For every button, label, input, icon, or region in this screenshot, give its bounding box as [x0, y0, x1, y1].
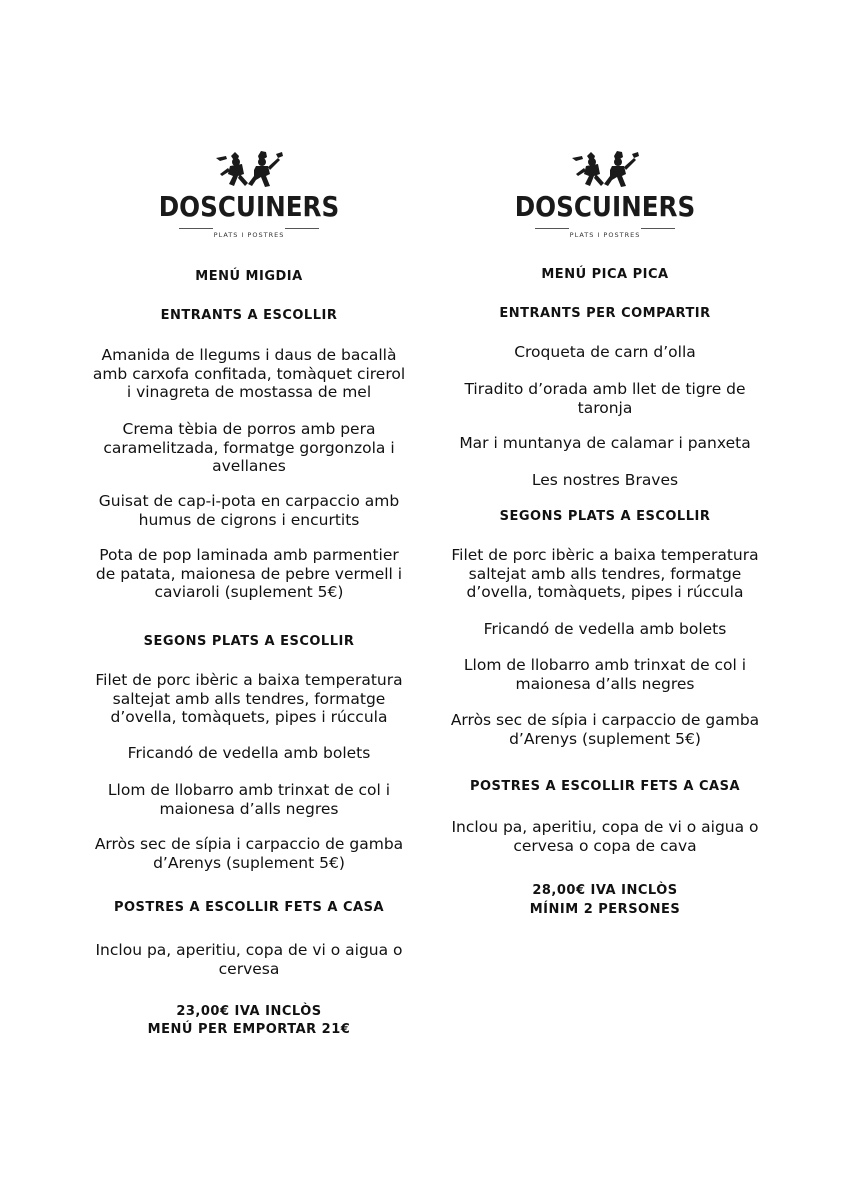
brand-logo — [90, 150, 408, 239]
brand-tagline-text: PLATS I POSTRES — [569, 231, 641, 239]
menu-item: Tiradito d’orada amb llet de tigre de taronja — [464, 380, 746, 417]
desserts-heading: POSTRES A ESCOLLIR FETS A CASA — [113, 900, 385, 915]
price-text: 28,00€ IVA INCLÒS — [532, 883, 678, 898]
menu-item: Llom de llobarro amb trinxat de col i maionesa d’alls negres — [463, 656, 747, 693]
price-text: 23,00€ IVA INCLÒS — [176, 1004, 322, 1019]
brand-name: DOSCUINERS — [158, 190, 340, 223]
includes-text: Inclou pa, aperitiu, copa de vi o aigua o cervesa — [95, 941, 403, 978]
takeaway-price-text: MENÚ PER EMPORTAR 21€ — [147, 1022, 351, 1037]
minimum-persons-text: MÍNIM 2 PERSONES — [529, 902, 681, 917]
menu-item: Crema tèbia de porros amb pera caramelitzada, formatge gorgonzola i avellanes — [103, 420, 395, 475]
starters-heading: ENTRANTS A ESCOLLIR — [160, 308, 338, 323]
menu-item: Mar i muntanya de calamar i panxeta — [459, 434, 751, 452]
menu-item: Amanida de llegums i daus de bacallà amb carxofa confitada, tomàquet cirerol i vinagreta de mostassa de mel — [92, 346, 406, 401]
brand-tagline — [535, 222, 675, 239]
menu-item: Arròs sec de sípia i carpaccio de gamba d’Arenys (suplement 5€) — [94, 835, 404, 872]
brand-tagline-text: PLATS I POSTRES — [213, 231, 285, 239]
menu-item: Pota de pop laminada amb parmentier de patata, maionesa de pebre vermell i caviaroli (suplement 5€) — [95, 546, 403, 601]
two-chefs-running-icon — [212, 150, 286, 192]
brand-tagline — [179, 222, 319, 239]
menu-item: Fricandó de vedella amb bolets — [127, 744, 371, 762]
menu-item: Guisat de cap-i-pota en carpaccio amb humus de cigrons i encurtits — [98, 492, 400, 529]
menu-title: MENÚ PICA PICA — [541, 267, 669, 282]
menu-title: MENÚ MIGDIA — [195, 269, 303, 284]
starters-heading: ENTRANTS PER COMPARTIR — [499, 306, 711, 321]
menu-item: Filet de porc ibèric a baixa temperatura saltejat amb alls tendres, formatge d’ovella, tomàquets, pipes i rúccula — [95, 671, 403, 726]
brand-name: DOSCUINERS — [514, 190, 696, 223]
mains-heading: SEGONS PLATS A ESCOLLIR — [143, 634, 355, 649]
menu-item: Llom de llobarro amb trinxat de col i maionesa d’alls negres — [107, 781, 391, 818]
desserts-heading: POSTRES A ESCOLLIR FETS A CASA — [469, 779, 741, 794]
menu-item: Arròs sec de sípia i carpaccio de gamba d’Arenys (suplement 5€) — [450, 711, 760, 748]
two-chefs-running-icon — [568, 150, 642, 192]
includes-text: Inclou pa, aperitiu, copa de vi o aigua o cervesa o copa de cava — [451, 818, 759, 855]
mains-heading: SEGONS PLATS A ESCOLLIR — [499, 509, 711, 524]
brand-logo — [440, 150, 770, 239]
menu-item: Fricandó de vedella amb bolets — [483, 620, 727, 638]
menu-item: Filet de porc ibèric a baixa temperatura saltejat amb alls tendres, formatge d’ovella, tomàquets, pipes i rúccula — [451, 546, 759, 601]
menu-item: Croqueta de carn d’olla — [514, 343, 696, 361]
menu-item: Les nostres Braves — [531, 471, 679, 489]
